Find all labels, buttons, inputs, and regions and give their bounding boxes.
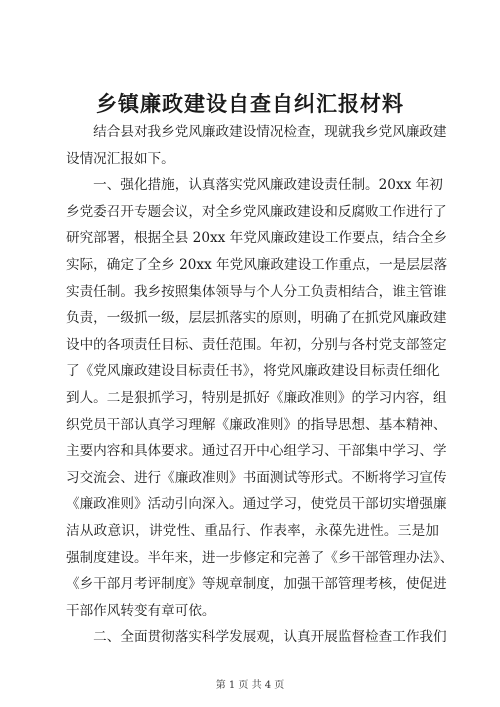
body-line: 一、强化措施，认真落实党风廉政建设责任制。20xx 年初: [66, 177, 443, 194]
body-line: 《乡干部月考评制度》等规章制度，加强干部管理考核，使促进: [66, 576, 447, 593]
body-line: 主要内容和具体要求。通过召开中心组学习、干部集中学习、学: [66, 443, 447, 460]
body-line: 到人。二是狠抓学习，特别是抓好《廉政准则》的学习内容，组: [66, 389, 447, 406]
body-line: 强制度建设。半年来，进一步修定和完善了《乡干部管理办法》、: [66, 549, 454, 566]
body-line: 结合县对我乡党风廉政建设情况检查，现就我乡党风廉政建: [66, 124, 447, 140]
document-body: [66, 119, 454, 651]
body-line: 洁从政意识，讲党性、重品行、作表率，永葆先进性。三是加: [66, 522, 439, 539]
body-line: 乡党委召开专题会议，对全乡党风廉政建设和反腐败工作进行了: [66, 203, 447, 220]
body-line: 实责任制。我乡按照集体领导与个人分工负责相结合，谁主管谁: [66, 283, 447, 300]
body-line: 织党员干部认真学习理解《廉政准则》的指导思想、基本精神、: [66, 416, 447, 433]
body-line: 《廉政准则》活动引向深入。通过学习，使党员干部切实增强廉: [66, 496, 447, 513]
page-footer: 第 1 页 共 4 页: [215, 680, 285, 691]
body-line: 实际，确定了全乡 20xx 年党风廉政建设工作重点，一是层层落: [66, 256, 448, 273]
body-line: 研究部署，根据全县 20xx 年党风廉政建设工作要点，结合全乡: [66, 230, 448, 247]
body-line: 负责，一级抓一级，层层抓落实的原则，明确了在抓党风廉政建: [66, 310, 447, 327]
body-line: 二、全面贯彻落实科学发展观，认真开展监督检查工作我们: [66, 629, 447, 646]
body-line: 设情况汇报如下。: [66, 150, 175, 167]
body-line: 设中的各项责任目标、责任范围。年初，分别与各村党支部签定: [66, 336, 447, 353]
body-line: 习交流会、进行《廉政准则》书面测试等形式。不断将学习宣传: [66, 469, 447, 486]
body-line: 干部作风转变有章可依。: [66, 602, 216, 619]
body-line: 了《党风廉政建设目标责任书》，将党风廉政建设目标责任细化: [66, 363, 440, 380]
document-title: 乡镇廉政建设自查自纠汇报材料: [96, 91, 404, 116]
